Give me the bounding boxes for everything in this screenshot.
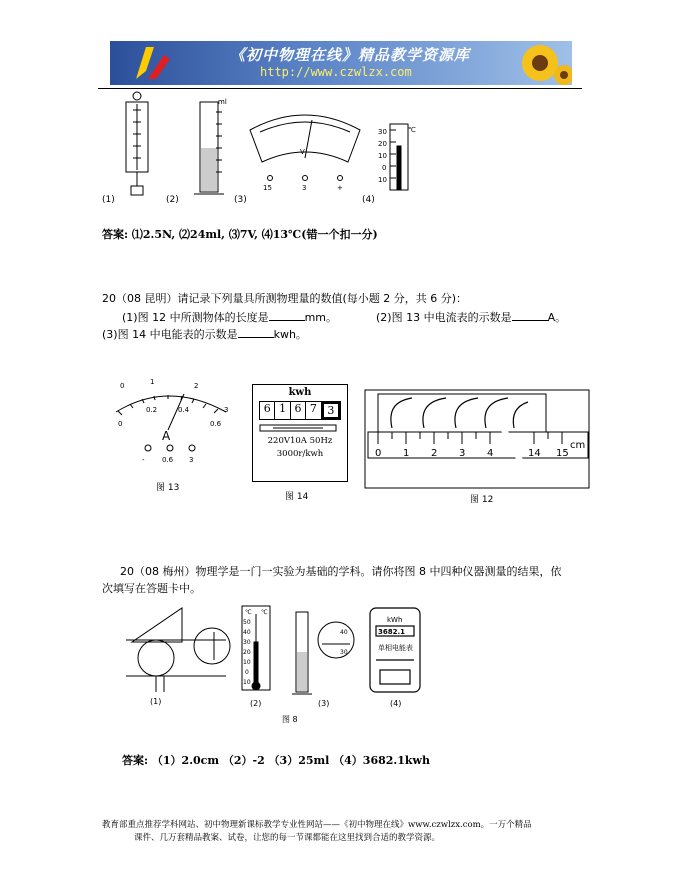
answer-blank-2[interactable]: [512, 310, 548, 321]
thermo-unit: ℃: [408, 126, 416, 134]
sunflower-icon: [502, 41, 572, 85]
figure-8-instruments: [122, 600, 422, 726]
fig8-cyl-40: 40: [340, 629, 348, 636]
fig13-caption: 图 13: [156, 483, 180, 493]
header-title: 《初中物理在线》精品教学资源库: [230, 46, 471, 64]
fig8-label-4: (4): [390, 699, 402, 708]
fig8-ruler-ball: [126, 608, 230, 692]
thermo-tick-20: 20: [378, 140, 387, 148]
measuring-cylinder: [194, 102, 224, 194]
fig8-label-2: (2): [250, 699, 262, 708]
fig12-caption: 图 12: [470, 495, 494, 505]
logo-icon: [124, 41, 176, 85]
fig-label-3: (3): [234, 195, 247, 205]
fig8-thermo-40: 40: [243, 629, 251, 636]
fig8-thermo-neg10: 10: [243, 679, 251, 686]
ruler-ticks: [378, 432, 562, 444]
fig13-terminal-neg: -: [142, 456, 145, 464]
fig8-caption: 图 8: [282, 715, 298, 724]
thermo-tick-neg10: 10: [378, 176, 387, 184]
fig14-disk-icon: [259, 423, 339, 433]
footer-line1: 教育部重点推荐学科网站、初中物理新课标教学专业性网站——《初中物理在线》www.czwlzx.com。一万个精品: [102, 820, 532, 830]
header-banner: [110, 41, 572, 85]
question-20b-line2: 次填写在答题卡中。: [102, 582, 201, 595]
fig8-thermo-0: 0: [245, 669, 249, 676]
figure-14-meter: [252, 384, 348, 482]
ruler-tick-3: 3: [459, 448, 466, 459]
fig8-thermo-10: 10: [243, 659, 251, 666]
fig-label-2: (2): [166, 195, 179, 205]
fig14-digit-4: 7: [306, 402, 321, 419]
fig-label-4: (4): [362, 195, 375, 205]
volt-terminal-3: 3: [302, 184, 307, 192]
fig8-cyl-30: 30: [340, 649, 348, 656]
ruler-unit: cm: [570, 440, 586, 451]
fig8-meter-digits: 3682.1: [378, 628, 406, 636]
fig13-top-2: 2: [194, 382, 199, 390]
footer-line2: 课件、几万套精品教案、试卷，让您的每一节课都能在这里找到合适的教学资源。: [134, 833, 441, 843]
ruler-tick-0: 0: [375, 448, 382, 459]
thermo-tick-10: 10: [378, 152, 387, 160]
fig-label-1: (1): [102, 195, 115, 205]
fig14-unit: kwh: [288, 387, 312, 398]
fig13-terminal-06: 0.6: [162, 456, 174, 464]
fig14-caption: 图 14: [285, 492, 309, 502]
question-20a-part2: (2)图 13 中电流表的示数是 A。: [376, 311, 567, 324]
fig14-spec: 220V10A 50Hz: [267, 436, 333, 446]
question-20a-line1: 20（08 昆明）请记录下列量具所测物理量的数值(每小题 2 分，共 6 分)：: [102, 292, 468, 305]
answer-2: 答案: （1）2.0cm （2）-2 （3）25ml （4）3682.1kwh: [122, 754, 430, 767]
fig14-digit-1: 6: [260, 402, 275, 419]
answer-blank-3[interactable]: [238, 327, 274, 338]
ruler-tick-14: 14: [528, 448, 541, 459]
volt-terminal-15: 15: [263, 184, 272, 192]
figure-instruments-top: [100, 90, 430, 210]
fig13-letter: A: [162, 429, 171, 443]
thermo-tick-30: 30: [378, 128, 387, 136]
thermo-tick-0: 0: [382, 164, 387, 172]
fig13-bottom-04: 0.4: [178, 406, 190, 414]
fig8-thermo-unit-right: ℃: [261, 609, 268, 616]
cylinder-unit: ml: [218, 98, 227, 106]
fig8-thermo-50: 50: [243, 619, 251, 626]
question-20a-line3: (3)图 14 中电能表的示数是 kwh。: [102, 328, 307, 341]
fig8-label-1: (1): [150, 697, 162, 706]
ruler-tick-15: 15: [556, 448, 569, 459]
fig8-meter-unit: kWh: [387, 616, 403, 624]
thermometer: [390, 124, 408, 190]
fig14-digit-2: 1: [275, 402, 290, 419]
fig14-digit-5: 3: [322, 402, 340, 419]
spring-scale: [126, 92, 148, 195]
fig13-bottom-02: 0.2: [146, 406, 158, 414]
question-20a-line2: (1)图 12 中所测物体的长度是 mm。: [122, 311, 338, 324]
fig8-thermo-unit-left: ℃: [245, 609, 252, 616]
fig13-terminal-3: 3: [189, 456, 194, 464]
fig8-label-3: (3): [318, 699, 330, 708]
header-rule: [98, 88, 582, 89]
figure-13-ammeter: [106, 378, 236, 498]
fig13-top-0: 0: [120, 382, 125, 390]
fig14-rev: 3000r/kwh: [276, 449, 324, 459]
answer-1: 答案: ⑴2.5N, ⑵24ml, ⑶7V, ⑷13℃(错一个扣一分): [102, 228, 378, 241]
voltmeter: [250, 115, 360, 181]
fig13-bottom-0: 0: [118, 420, 123, 428]
fig8-thermo-20: 20: [243, 649, 251, 656]
fig8-meter-name: 单相电能表: [378, 644, 413, 652]
answer-blank-1[interactable]: [269, 310, 305, 321]
fig13-bottom-06: 0.6: [210, 420, 222, 428]
ruler-tick-4: 4: [487, 448, 494, 459]
header-url[interactable]: http://www.czwlzx.com: [260, 65, 412, 79]
fig13-top-1: 1: [150, 378, 155, 386]
fig13-top-3: 3: [224, 406, 229, 414]
figure-12-ruler: [364, 384, 592, 508]
fig14-digit-3: 6: [291, 402, 306, 419]
volt-terminal-plus: +: [337, 184, 343, 192]
ruler-tick-2: 2: [431, 448, 438, 459]
fig8-thermo-30: 30: [243, 639, 251, 646]
voltmeter-unit: V: [300, 148, 305, 156]
fig14-digits: [259, 401, 341, 420]
ruler-tick-1: 1: [403, 448, 410, 459]
question-20b-line1: 20（08 梅州）物理学是一门一实验为基础的学科。请你将图 8 中四种仪器测量的结果，依: [120, 565, 562, 578]
